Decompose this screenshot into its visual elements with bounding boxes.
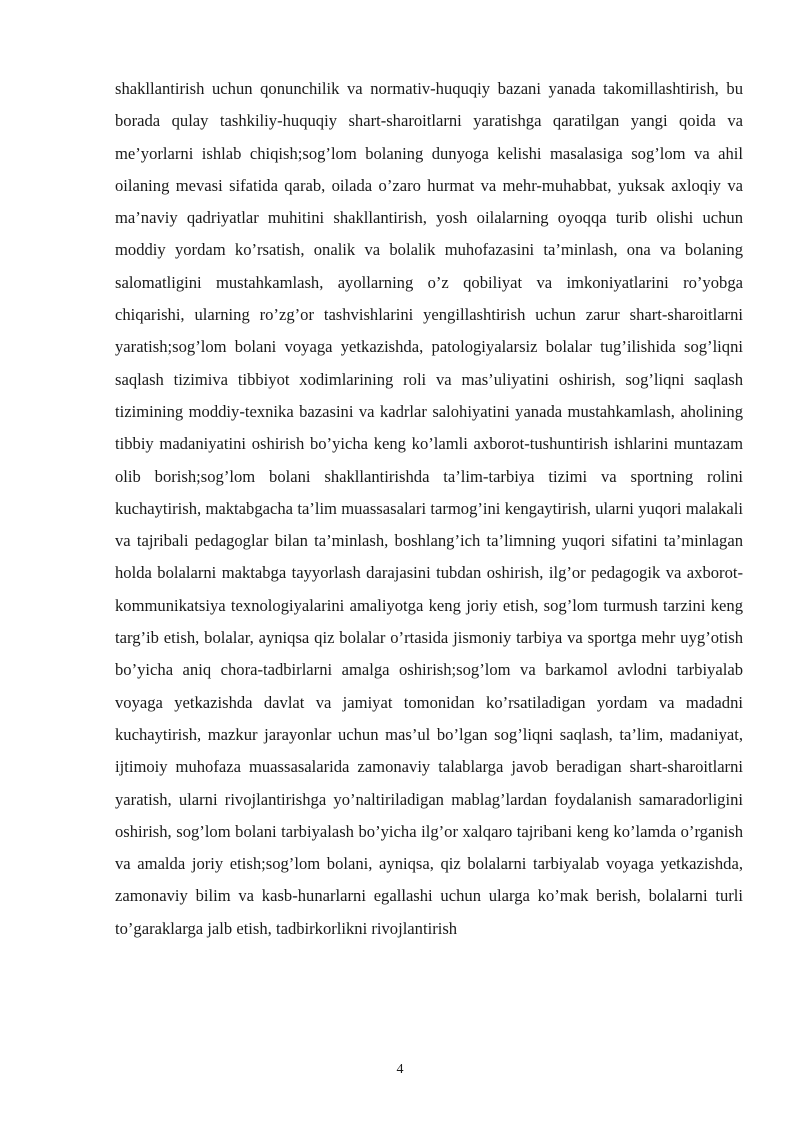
body-paragraph: shakllantirish uchun qonunchilik va normativ-huquqiy bazani yanada takomillashtirish, bu borada qulay tashkiliy-huquqiy shart-sharoitlarni yaratishga qaratilgan yangi qoida va me’yorlarni ishlab chiqish;sog’lom bolaning dunyoga kelishi masalasiga sog’lom va ahil oilaning mevasi sifatida qarab, oilada o’zaro hurmat va mehr-muhabbat, yuksak axloqiy va ma’naviy qadriyatlar muhitini shakllantirish, yosh oilalarning oyoqqa turib olishi uchun moddiy yordam ko’rsatish, onalik va bolalik muhofazasini ta’minlash, ona va bolaning salomatligini mustahkamlash, ayollarning o’z qobiliyat va imkoniyatlarini ro’yobga chiqarishi, ularning ro’zg’or tashvishlarini yengillashtirish uchun zarur shart-sharoitlarni yaratish;sog’lom bolani voyaga yetkazishda, patologiyalarsiz bolalar tug’ilishida sog’liqni saqlash tizimiva tibbiyot xodimlarining roli va mas’uliyatini oshirish, sog’liqni saqlash tizimining moddiy-texnika bazasini va kadrlar salohiyatini yanada mustahkamlash, aholining tibbiy madaniyatini oshirish bo’yicha keng ko’lamli axborot-tushuntirish ishlarini muntazam olib borish;sog’lom bolani shakllantirishda ta’lim-tarbiya tizimi va sportning rolini kuchaytirish, maktabgacha ta’lim muassasalari tarmog’ini kengaytirish, ularni yuqori malakali va tajribali pedagoglar bilan ta’minlash, boshlang’ich ta’limning yuqori sifatini ta’minlagan holda bolalarni maktabga tayyorlash darajasini tubdan oshirish, ilg’or pedagogik va axborot-kommunikatsiya texnologiyalarini amaliyotga keng joriy etish, sog’lom turmush tarzini keng targ’ib etish, bolalar, ayniqsa qiz bolalar o’rtasida jismoniy tarbiya va sportga mehr uyg’otish bo’yicha aniq chora-tadbirlarni amalga oshirish;sog’lom va barkamol avlodni tarbiyalab voyaga yetkazishda davlat va jamiyat tomonidan ko’rsatiladigan yordam va madadni kuchaytirish, mazkur jarayonlar uchun mas’ul bo’lgan sog’liqni saqlash, ta’lim, madaniyat, ijtimoiy muhofaza muassasalarida zamonaviy talablarga javob beradigan shart-sharoitlarni yaratish, ularni rivojlantirishga yo’naltiriladigan mablag’lardan foydalanish samaradorligini oshirish, sog’lom bolani tarbiyalash bo’yicha ilg’or xalqaro tajribani keng ko’lamda o’rganish va amalda joriy etish;sog’lom bolani, ayniqsa, qiz bolalarni tarbiyalab voyaga yetkazishda, zamonaviy bilim va kasb-hunarlarni egallashi uchun ularga ko’mak berish, bolalarni turli to’garaklarga jalb etish, tadbirkorlikni rivojlantirish: [115, 79, 743, 938]
page-number: 4: [396, 1062, 404, 1077]
